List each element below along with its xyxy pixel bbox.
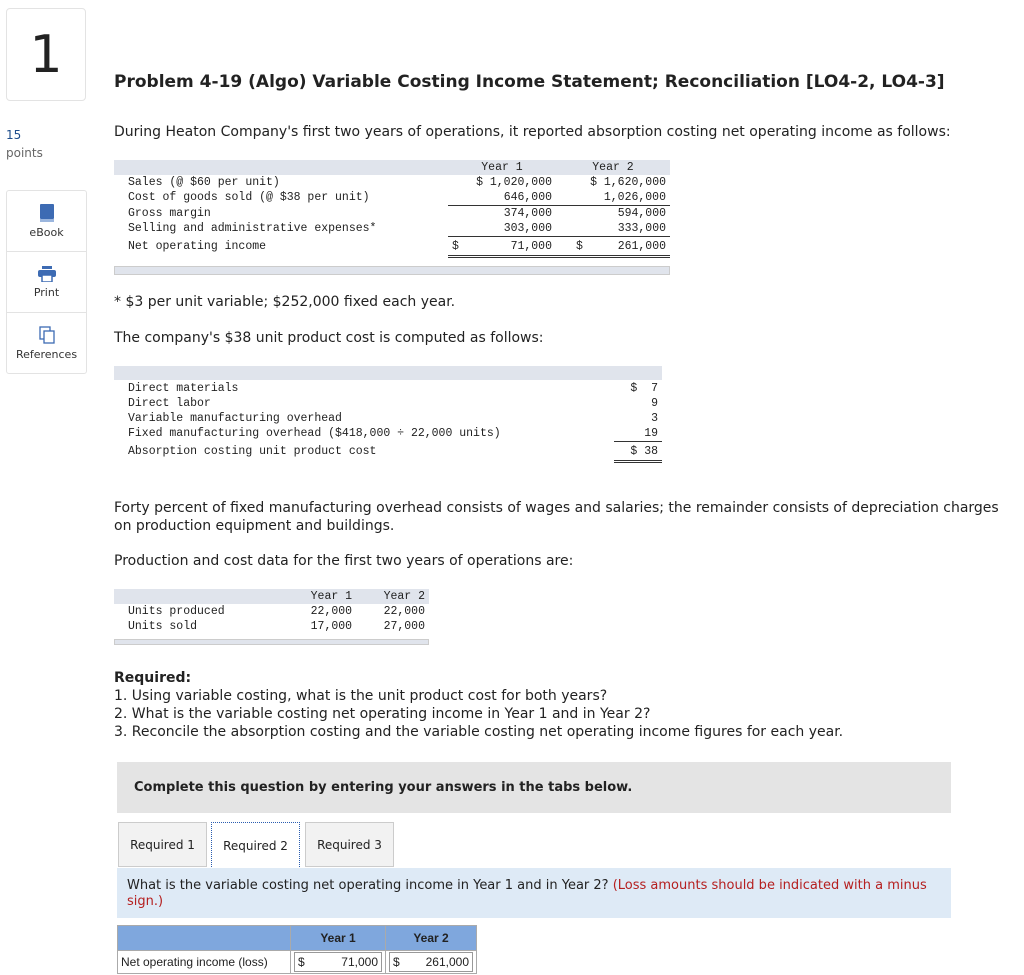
print-label: Print [33,285,60,299]
cell: 22,000 [383,605,425,618]
header-year1: Year 1 [310,590,353,603]
ebook-button[interactable] [7,191,86,252]
cell: $ 38 [614,442,662,462]
cell: 1,026,000 [556,190,670,206]
sidebar [6,190,87,374]
question-note: (Loss amounts should be indicated with a minus sign.) [127,878,927,909]
cell: $ [556,237,592,257]
points-value: 15 [6,128,22,142]
tab-required-3[interactable]: Required 3 [305,822,394,867]
cell: 19 [614,426,662,442]
income-statement-table [114,160,670,275]
cell: 333,000 [556,221,670,237]
row-label: Fixed manufacturing overhead ($418,000 ÷ 22,000 units) [128,427,501,441]
row-label: Selling and administrative expenses* [128,222,377,236]
currency: $ [298,955,305,969]
question-number: 1 [6,8,86,101]
cell: 303,000 [448,221,556,237]
row-label: Sales (@ $60 per unit) [128,176,280,189]
row-label: Cost of goods sold (@ $38 per unit) [128,191,370,205]
required-item: 3. Reconcile the absorption costing and the variable costing net operating income figures for each year. [114,724,844,740]
row-label: Units sold [128,620,198,633]
year1-input[interactable] [294,952,382,972]
cell: $ [448,237,468,257]
answer-table [117,925,477,974]
points-label: points [6,146,43,160]
tab-required-2[interactable]: Required 2 [211,822,300,869]
year2-input[interactable] [389,952,473,972]
cell: $ 1,020,000 [476,176,552,189]
header-year2: Year 2 [383,590,425,603]
question-box [117,868,951,918]
question-text: What is the variable costing net operating income in Year 1 and in Year 2? [127,878,609,893]
row-label: Units produced [128,605,225,618]
tab-required-1[interactable]: Required 1 [118,822,207,867]
required-heading: Required: [114,670,192,686]
ebook-label: eBook [29,225,64,239]
row-label: Net operating income (loss) [118,951,291,974]
references-button[interactable] [7,313,86,373]
references-label: References [15,347,78,361]
print-button[interactable] [7,252,86,313]
intro-text: During Heaton Company's first two years of operations, it reported absorption costing net operating income as follows: [114,124,951,140]
cell: 3 [651,412,658,425]
row-label: Net operating income [128,240,267,253]
row-label: Absorption costing unit product cost [128,445,377,458]
cell: 17,000 [310,620,353,633]
header-year2: Year 2 [592,161,634,174]
header-year1: Year 1 [291,926,386,951]
unit-cost-intro: The company's $38 unit product cost is computed as follows: [114,330,544,346]
cell: 9 [651,397,658,410]
copy-icon [39,326,55,344]
row-label: Gross margin [128,206,211,220]
cell: $ 7 [630,382,658,395]
year2-value: 261,000 [425,955,469,969]
production-intro: Production and cost data for the first two years of operations are: [114,553,574,569]
cell: 22,000 [310,605,353,618]
complete-banner: Complete this question by entering your answers in the tabs below. [117,762,951,813]
cell: 71,000 [468,237,556,257]
cell: 374,000 [503,207,552,220]
unit-cost-table [114,366,662,463]
currency: $ [393,955,400,969]
printer-icon [38,266,56,282]
header-year2: Year 2 [386,926,477,951]
cell: 646,000 [448,190,556,206]
production-table [114,589,429,645]
row-label: Direct labor [128,397,211,410]
cell: 261,000 [592,237,670,257]
cell: 594,000 [617,207,666,220]
header-year1: Year 1 [481,161,523,174]
row-label: Direct materials [128,382,239,395]
table-header-bar [114,366,662,380]
table-footer-bar [114,639,429,645]
cell: $ 1,620,000 [590,176,666,189]
table-footer-bar [114,266,670,275]
required-item: 1. Using variable costing, what is the unit product cost for both years? [114,688,608,704]
cell: 27,000 [383,620,425,633]
problem-title: Problem 4-19 (Algo) Variable Costing Income Statement; Reconciliation [LO4-2, LO4-3] [114,72,945,92]
footnote: * $3 per unit variable; $252,000 fixed each year. [114,294,456,310]
book-icon [39,204,55,222]
blank-header [118,926,291,951]
required-item: 2. What is the variable costing net operating income in Year 1 and in Year 2? [114,706,651,722]
year1-value: 71,000 [341,955,378,969]
required-section [114,669,843,741]
overhead-paragraph: Forty percent of fixed manufacturing overhead consists of wages and salaries; the remainder consists of depreciation charges on production equipment and buildings. [114,500,999,534]
row-label: Variable manufacturing overhead [128,412,342,425]
